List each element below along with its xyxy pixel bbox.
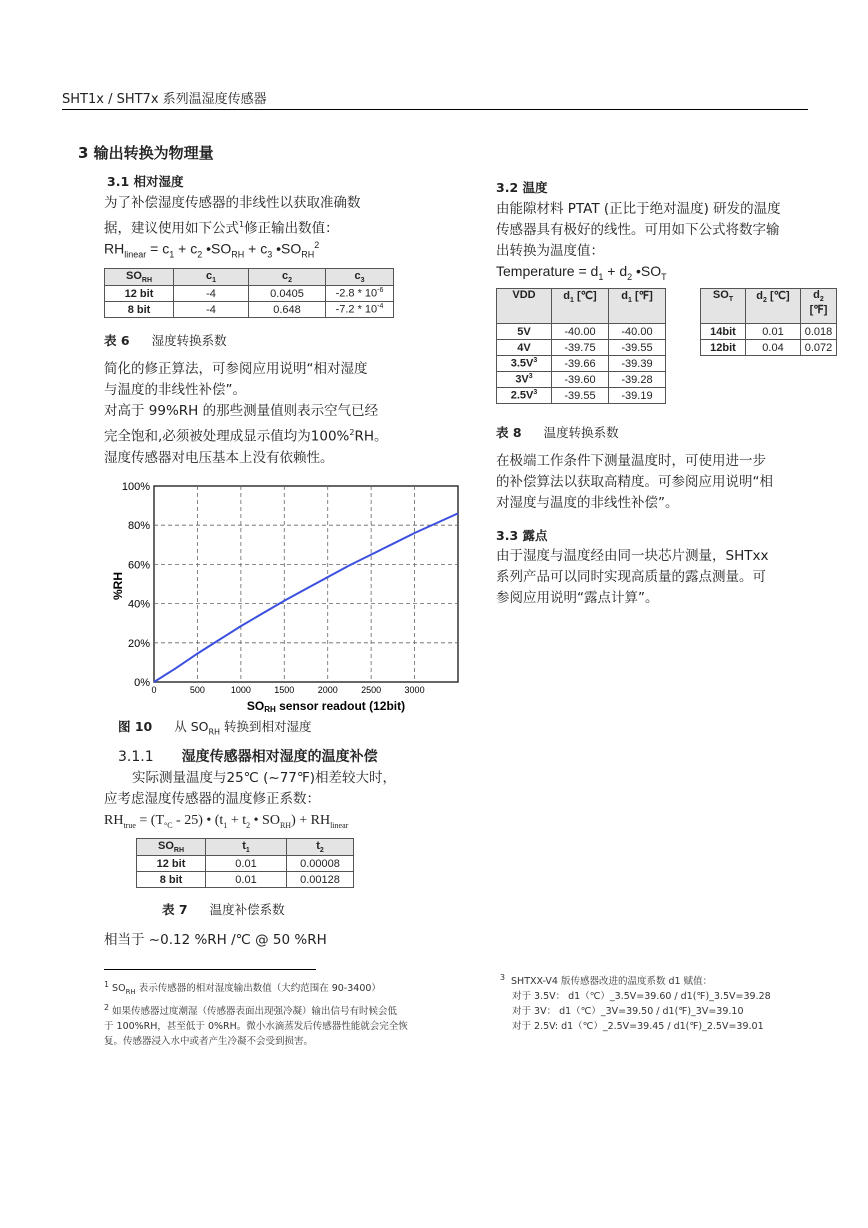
footnote-3-line4: 对于 2.5V: d1（℃）_2.5V=39.45 / d1(℉)_2.5V=39.01 (512, 1021, 764, 1033)
caption-table-7: 表 7 温度补偿系数 (162, 902, 285, 917)
x-tick-label: 2000 (317, 685, 338, 695)
x-axis-label: SORH sensor readout (12bit) (246, 699, 406, 714)
s31-para2 (104, 359, 449, 469)
s32-para2-line3: 对湿度与温度的非线性补偿”。 (496, 495, 679, 511)
footnote-2-line3: 复。传感器浸入水中或者产生冷凝不会受到损害。 (104, 1036, 314, 1048)
rh-linear-formula: $RH_{linear} = c_1 + c_2$ $•SO_{RH} + c_3$ $•SO_{RH}^2$ (104, 240, 320, 260)
x-tick-label: 3000 (404, 685, 425, 695)
table-row: 12 bit -4 0.0405 $-2.8 * 10^{-6}$ (105, 286, 394, 302)
s31-para1 (104, 193, 449, 240)
section-3-1-title: 3.1 相对湿度 (107, 174, 184, 189)
rh-formula-eq: = c (146, 240, 170, 257)
footnotes-right (500, 970, 840, 1034)
rh-true-formula: $RH_{true} = (T_{^\circ C} - 25)$ • ($t_1 + t_2$ • $SO_{RH}) + RH_{linear}$ (104, 813, 349, 830)
s31-para2-line1: 简化的修正算法，可参阅应用说明“相对湿度 (104, 361, 368, 377)
y-tick-label: 60% (127, 559, 150, 572)
footnote-3: $^3$ SHTXX-V4 版传感器改进的温度系数 d1 赋值： (500, 973, 713, 988)
s31-para2-line3: 对高于 99%RH 的那些测量值则表示空气已经 (104, 403, 379, 419)
footnote-ref-2: 2 (349, 428, 355, 437)
s32-para2-line1: 在极端工作条件下测量温度时，可使用进一步 (496, 453, 766, 469)
s33-para-line1: 由于湿度与温度经由同一块芯片测量，SHTxx (496, 548, 769, 564)
temperature-formula: Temperature = $d_1 + d_2$ $•SO_T$ (496, 263, 667, 282)
y-tick-label: 20% (127, 637, 150, 650)
table-row: $3.5V^3$ -39.66 -39.39 (497, 356, 666, 372)
caption-table-8: 表 8 温度转换系数 (496, 425, 619, 440)
s31-para1-line2 (104, 214, 449, 240)
y-tick-label: 80% (127, 520, 150, 533)
table-row: 12bit 0.04 0.072 (701, 340, 837, 356)
table-8-so: $SO_T$ $d_2$ [℃] $d_2$ [℉] 14bit 0.01 0.018 12bit 0.04 0.072 (700, 288, 837, 356)
footnote-1: $^1$ $SO_{RH}$ 表示传感器的相对湿度输出数值（大约范围在 90-3400） (104, 980, 381, 997)
running-header: SHT1x / SHT7x 系列温湿度传感器 (62, 92, 267, 107)
s33-para-line3: 参阅应用说明“露点计算”。 (496, 590, 659, 606)
s31-para1-line1: 为了补偿湿度传感器的非线性以获取准确数 (104, 195, 361, 211)
y-tick-label: 40% (127, 598, 150, 611)
footnote-2: $^2$ 如果传感器过度潮湿（传感器表面出现强冷凝）输出信号有时候会低 (104, 1003, 398, 1018)
caption-number: 表 6 (104, 333, 130, 348)
table-row: 14bit 0.01 0.018 (701, 324, 837, 340)
y-axis-label: %RH (111, 571, 125, 601)
table-row: 4V -39.75 -39.55 (497, 340, 666, 356)
table-row: 5V -40.00 -40.00 (497, 324, 666, 340)
rh-formula-lhs: RH (104, 240, 125, 257)
s32-para2-line2: 的补偿算法以获取高精度。可参阅应用说明“相 (496, 474, 773, 490)
x-tick-label: 1500 (274, 685, 295, 695)
table-row: 12 bit 0.01 0.00008 (137, 856, 354, 872)
t6-header: $c_3$ (326, 269, 394, 286)
y-tick-label: 0% (134, 677, 150, 689)
caption-text: 湿度转换系数 (151, 333, 227, 348)
s31-para2-line5: 湿度传感器对电压基本上没有依赖性。 (104, 449, 334, 466)
s32-para-line3: 出转换为温度值： (496, 243, 604, 259)
x-tick-label: 0 (151, 685, 157, 695)
footnote-3-line2: 对于 3.5V： d1（℃）_3.5V=39.60 / d1(℉)_3.5V=39.28 (512, 991, 771, 1003)
footnote-ref-1: 1 (239, 220, 245, 229)
table-7: $SO_{RH}$ $t_1$ $t_2$ 12 bit 0.01 0.00008 8 bit 0.01 0.00128 (136, 838, 354, 888)
s31-para2-line2: 与温度的非线性补偿”。 (104, 382, 246, 398)
rh-formula-sub: linear (124, 249, 147, 260)
s33-para (496, 546, 841, 609)
section-3-3-title: 3.3 露点 (496, 528, 548, 543)
s32-para2 (496, 451, 836, 514)
table-row: $3V^3$ -39.60 -39.28 (497, 372, 666, 388)
s32-para-line2: 传感器具有极好的线性。可用如下公式将数字输 (496, 222, 780, 238)
footnote-rule (104, 969, 316, 970)
t6-header: $c_1$ (174, 269, 249, 286)
s311-note: 相当于 ~0.12 %RH /℃ @ 50 %RH (104, 932, 327, 948)
section-3-1-1-title: 3.1.1 湿度传感器相对湿度的温度补偿 (118, 749, 378, 765)
footnote-3-line3: 对于 3V： d1（℃）_3V=39.50 / d1(℉)_3V=39.10 (512, 1006, 744, 1018)
table-row: 8 bit -4 0.648 $-7.2 * 10^{-4}$ (105, 302, 394, 318)
s33-para-line2: 系列产品可以同时实现高质量的露点测量。可 (496, 569, 766, 585)
header-rule (62, 109, 808, 110)
rh-conversion-chart (108, 474, 468, 714)
x-tick-label: 2500 (361, 685, 382, 695)
table-6 (104, 268, 394, 318)
s31-para1-line2a: 据，建议使用如下公式 (104, 220, 239, 237)
s32-para (496, 199, 836, 262)
s311-para-line2: 应考虑湿度传感器的温度修正系数： (104, 791, 320, 807)
t6-header: $c_2$ (249, 269, 326, 286)
t6-header: $SO_{RH}$ (105, 269, 174, 286)
footnotes-left (104, 977, 449, 1049)
footnote-2-line2: 于 100%RH，甚至低于 0%RH。微小水滴蒸发后传感器性能就会完全恢 (104, 1021, 408, 1033)
caption-number: 图 10 (118, 719, 153, 734)
section-3-title: 3 输出转换为物理量 (78, 144, 214, 162)
x-tick-label: 1000 (230, 685, 251, 695)
s311-para-line1: 实际测量温度与25℃ (~77℉)相差较大时， (132, 770, 397, 786)
section-3-2-title: 3.2 温度 (496, 180, 548, 195)
table-row: 8 bit 0.01 0.00128 (137, 872, 354, 888)
caption-figure-10: 图 10 从 $SO_{RH}$ 转换到相对湿度 (118, 719, 312, 737)
s32-para-line1: 由能隙材料 PTAT (正比于绝对温度) 研发的温度 (496, 201, 781, 217)
table-8-vdd: VDD $d_1$ [℃] $d_1$ [℉] 5V -40.00 -40.00 4V -39.75 -39.55 $3.5V^3$ -39.66 -39.39 $3V^3$ -39.60 -39.28 $2.5V^3$ -39.55 -39.19 (496, 288, 666, 404)
s31-para1-line2b: 修正输出数值： (244, 220, 339, 237)
x-tick-label: 500 (189, 685, 205, 695)
y-tick-label: 100% (121, 481, 150, 493)
table-row: $2.5V^3$ -39.55 -39.19 (497, 388, 666, 404)
s311-para (104, 768, 449, 810)
caption-table-6 (104, 331, 227, 349)
s31-para2-line4: 完全饱和,必须被处理成显示值均为100%$^2$RH。 (104, 428, 388, 445)
